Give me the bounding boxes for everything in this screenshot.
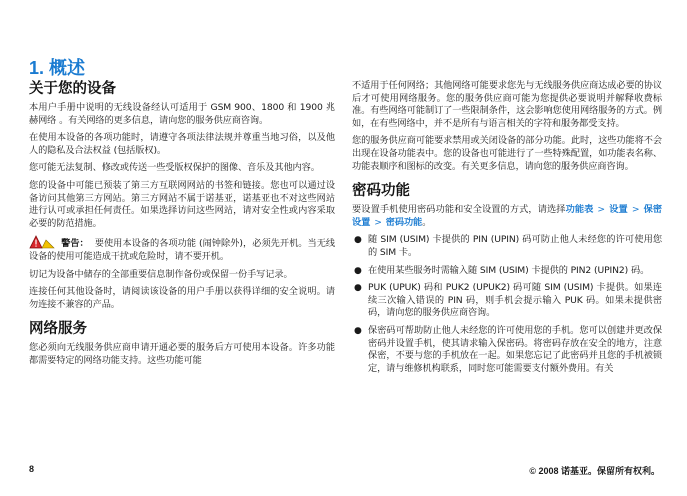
paragraph: 不适用于任何网络；其他网络可能要求您先与无线服务供应商达成必要的协议后才可使用网络服务。您的服务供应商可能为您提供必要说明并解释收费标准。有些网络可能制订了一些限制条件，这会影响您使用网络服务的方式。例如，在有些网络中，并不是所有与语言相关的字符和服务都受支持。 (352, 80, 662, 129)
left-column (29, 80, 335, 373)
list-item-text: PUK (UPUK) 码和 PUK2 (UPUK2) 码可随 SIM (USIM) 卡提供。如果连续三次输入错误的 PIN 码，则手机会提示输入 PUK 码。如果未提供密码，请向您的服务供应商咨询。 (368, 282, 662, 319)
list-item (352, 282, 662, 320)
copyright-notice: © 2008 诺基亚。保留所有权利。 (529, 466, 660, 476)
list-item (352, 265, 662, 278)
page-number: 8 (29, 464, 35, 474)
instruction-text: 要设置手机使用密码功能和安全设置的方式，请选择 (352, 204, 566, 216)
paragraph: 连接任何其他设备时，请阅读该设备的用户手册以获得详细的安全说明。请勿连接不兼容的产品。 (29, 286, 335, 310)
right-column (352, 80, 662, 380)
warning-text: 要使用本设备的各项功能 (闹钟除外)，必须先开机。当无线设备的使用可能造成干扰或危险时，请不要开机。 (29, 238, 335, 262)
bullet-icon: ● (354, 235, 362, 246)
list-item (352, 234, 662, 259)
section-title-about-device: 关于您的设备 (29, 81, 116, 97)
list-item (352, 325, 662, 375)
bullet-icon: ● (354, 265, 362, 276)
paragraph: 本用户手册中说明的无线设备经认可适用于 GSM 900、1800 和 1900 兆赫网络 。有关网络的更多信息，请向您的服务供应商咨询。 (29, 102, 335, 126)
bullet-icon: ● (354, 283, 362, 294)
codes-list (352, 234, 662, 375)
warning-icon (29, 235, 55, 249)
list-item-text: 在使用某些服务时需输入随 SIM (USIM) 卡提供的 PIN2 (UPIN2) 码。 (368, 264, 650, 276)
path-separator: > (374, 216, 382, 228)
path-separator: > (597, 204, 606, 216)
menu-link-security[interactable]: 保密设置 (352, 204, 662, 228)
menu-path-instruction (352, 204, 662, 229)
paragraph: 您的设备中可能已预装了第三方互联网网站的书签和链接。您也可以通过设备访问其他第三方网站。第三方网站不属于诺基亚，诺基亚也不对这些网站进行认可或承担任何责任。如果选择访问这些网站，请对安全性或内容采取必要的防范措施。 (29, 179, 335, 229)
paragraph: 您的服务供应商可能要求禁用或关闭设备的部分功能。此时，这些功能将不会出现在设备功能表中。您的设备也可能进行了一些特殊配置，如功能表名称、功能表顺序和图标的改变。有关更多信息，请向您的服务供应商咨询。 (352, 135, 662, 172)
chapter-title: 1. 概述 (29, 58, 86, 78)
menu-link-menu[interactable]: 功能表 (565, 204, 594, 216)
warning-block (29, 235, 335, 263)
list-item-text: 随 SIM (USIM) 卡提供的 PIN (UPIN) 码可防止他人未经您的许可使用您的 SIM 卡。 (368, 234, 662, 258)
paragraph: 您可能无法复制、修改或传送一些受版权保护的图像、音乐及其他内容。 (29, 162, 320, 174)
warning-title: 警告： (61, 238, 89, 250)
menu-link-settings[interactable]: 设置 (609, 204, 628, 216)
bullet-icon: ● (354, 325, 362, 336)
paragraph: 在使用本设备的各项功能时，请遵守各项法律法规并尊重当地习俗，以及他人的隐私及合法权益 (包括版权)。 (29, 132, 335, 156)
path-separator: > (631, 204, 640, 216)
menu-link-access-codes[interactable]: 密码功能 (385, 216, 423, 228)
path-end: 。 (422, 216, 432, 228)
section-title-access-codes: 密码功能 (352, 183, 410, 200)
paragraph: 切记为设备中储存的全部重要信息制作备份或保留一份手写记录。 (29, 268, 293, 280)
section-title-network-services: 网络服务 (29, 321, 87, 338)
list-item-text: 保密码可帮助防止他人未经您的许可使用您的手机。您可以创建并更改保密码并设置手机，使其请求输入保密码。将密码存放在安全的地方，注意保密，不要与您的手机放在一起。如果您忘记了此密码并且您的手机被锁定，请与维修机构联系，同时您可能需要支付额外费用。有关 (368, 324, 662, 374)
paragraph: 您必须向无线服务供应商申请开通必要的服务后方可使用本设备。许多功能都需要特定的网络功能支持。这些功能可能 (29, 342, 335, 366)
